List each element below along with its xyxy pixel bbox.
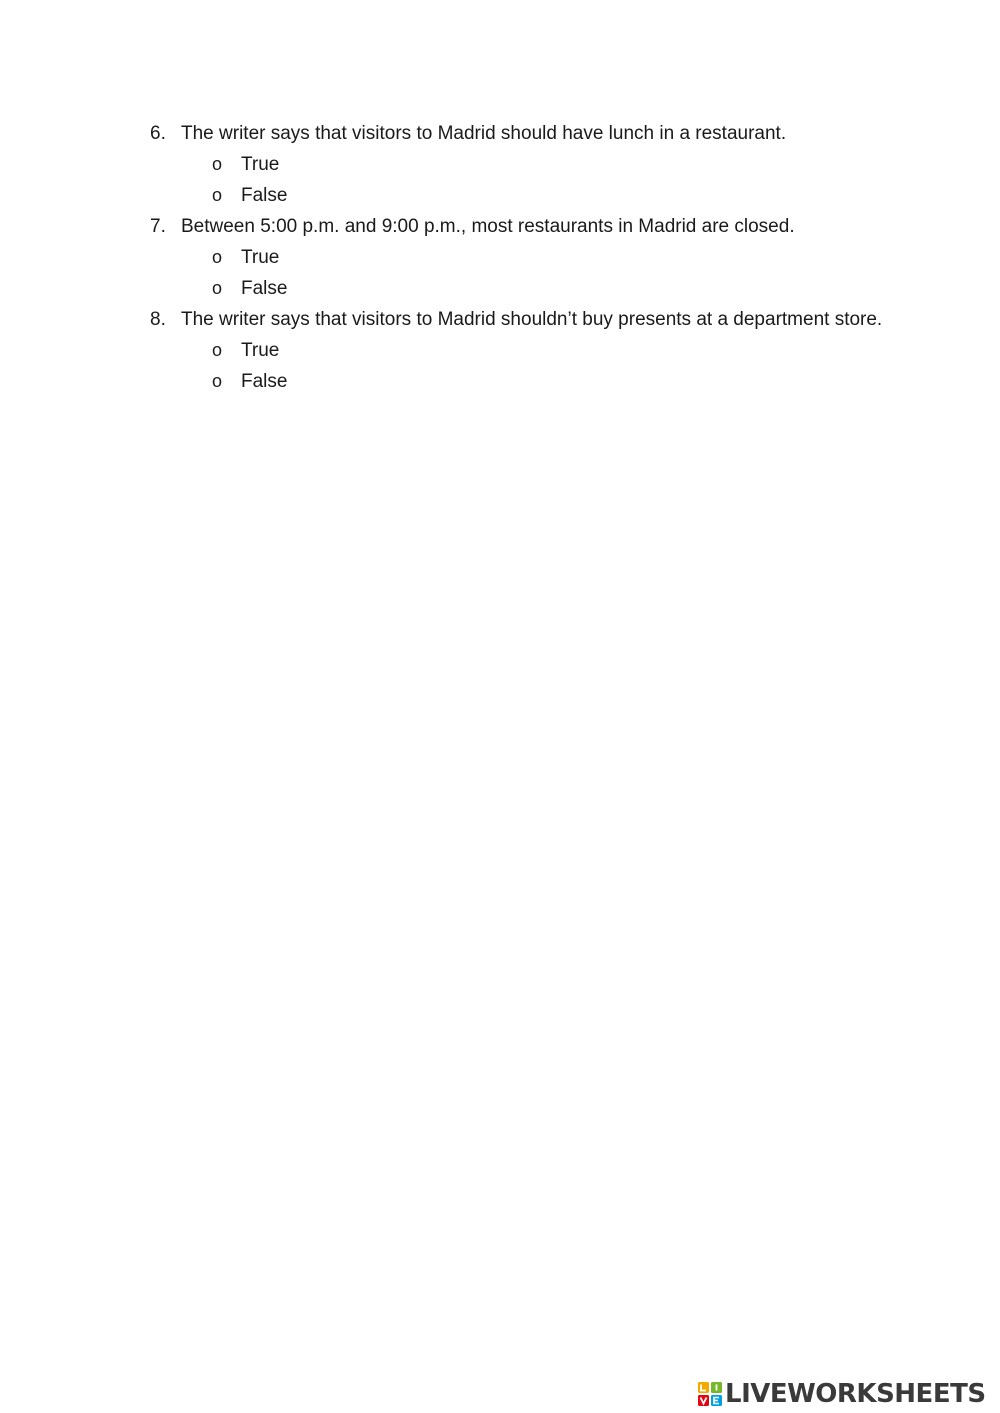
hollow-bullet-icon: o — [212, 278, 223, 298]
question-text: Between 5:00 p.m. and 9:00 p.m., most restaurants in Madrid are closed. — [181, 216, 795, 237]
option-label: False — [241, 278, 288, 299]
question-list — [150, 118, 890, 397]
option-label: True — [241, 340, 280, 361]
option-list — [150, 335, 890, 397]
option-label: True — [241, 154, 280, 175]
question-text-line — [150, 211, 890, 242]
hollow-bullet-icon: o — [212, 185, 223, 205]
option-list — [150, 149, 890, 211]
brand-wordmark: LIVEWORKSHEETS — [725, 1379, 986, 1409]
option-false[interactable] — [150, 273, 890, 304]
option-true[interactable] — [150, 335, 890, 366]
liveworksheets-logo-icon — [698, 1382, 722, 1406]
option-true[interactable] — [150, 149, 890, 180]
hollow-bullet-icon: o — [212, 371, 223, 391]
liveworksheets-brand[interactable] — [698, 1380, 986, 1408]
question-number: 7. — [150, 216, 166, 237]
option-false[interactable] — [150, 180, 890, 211]
hollow-bullet-icon: o — [212, 154, 223, 174]
question-text-line — [150, 304, 890, 335]
question-number: 8. — [150, 309, 166, 330]
option-label: False — [241, 371, 288, 392]
question-text-line — [150, 118, 890, 149]
question-text: The writer says that visitors to Madrid should have lunch in a restaurant. — [181, 123, 787, 144]
question-7 — [150, 211, 890, 304]
question-text: The writer says that visitors to Madrid shouldn’t buy presents at a department store. — [181, 309, 883, 330]
option-label: True — [241, 247, 280, 268]
question-8 — [150, 304, 890, 397]
question-6 — [150, 118, 890, 211]
option-label: False — [241, 185, 288, 206]
option-false[interactable] — [150, 366, 890, 397]
question-number: 6. — [150, 123, 166, 144]
hollow-bullet-icon: o — [212, 340, 223, 360]
option-list — [150, 242, 890, 304]
hollow-bullet-icon: o — [212, 247, 223, 267]
option-true[interactable] — [150, 242, 890, 273]
